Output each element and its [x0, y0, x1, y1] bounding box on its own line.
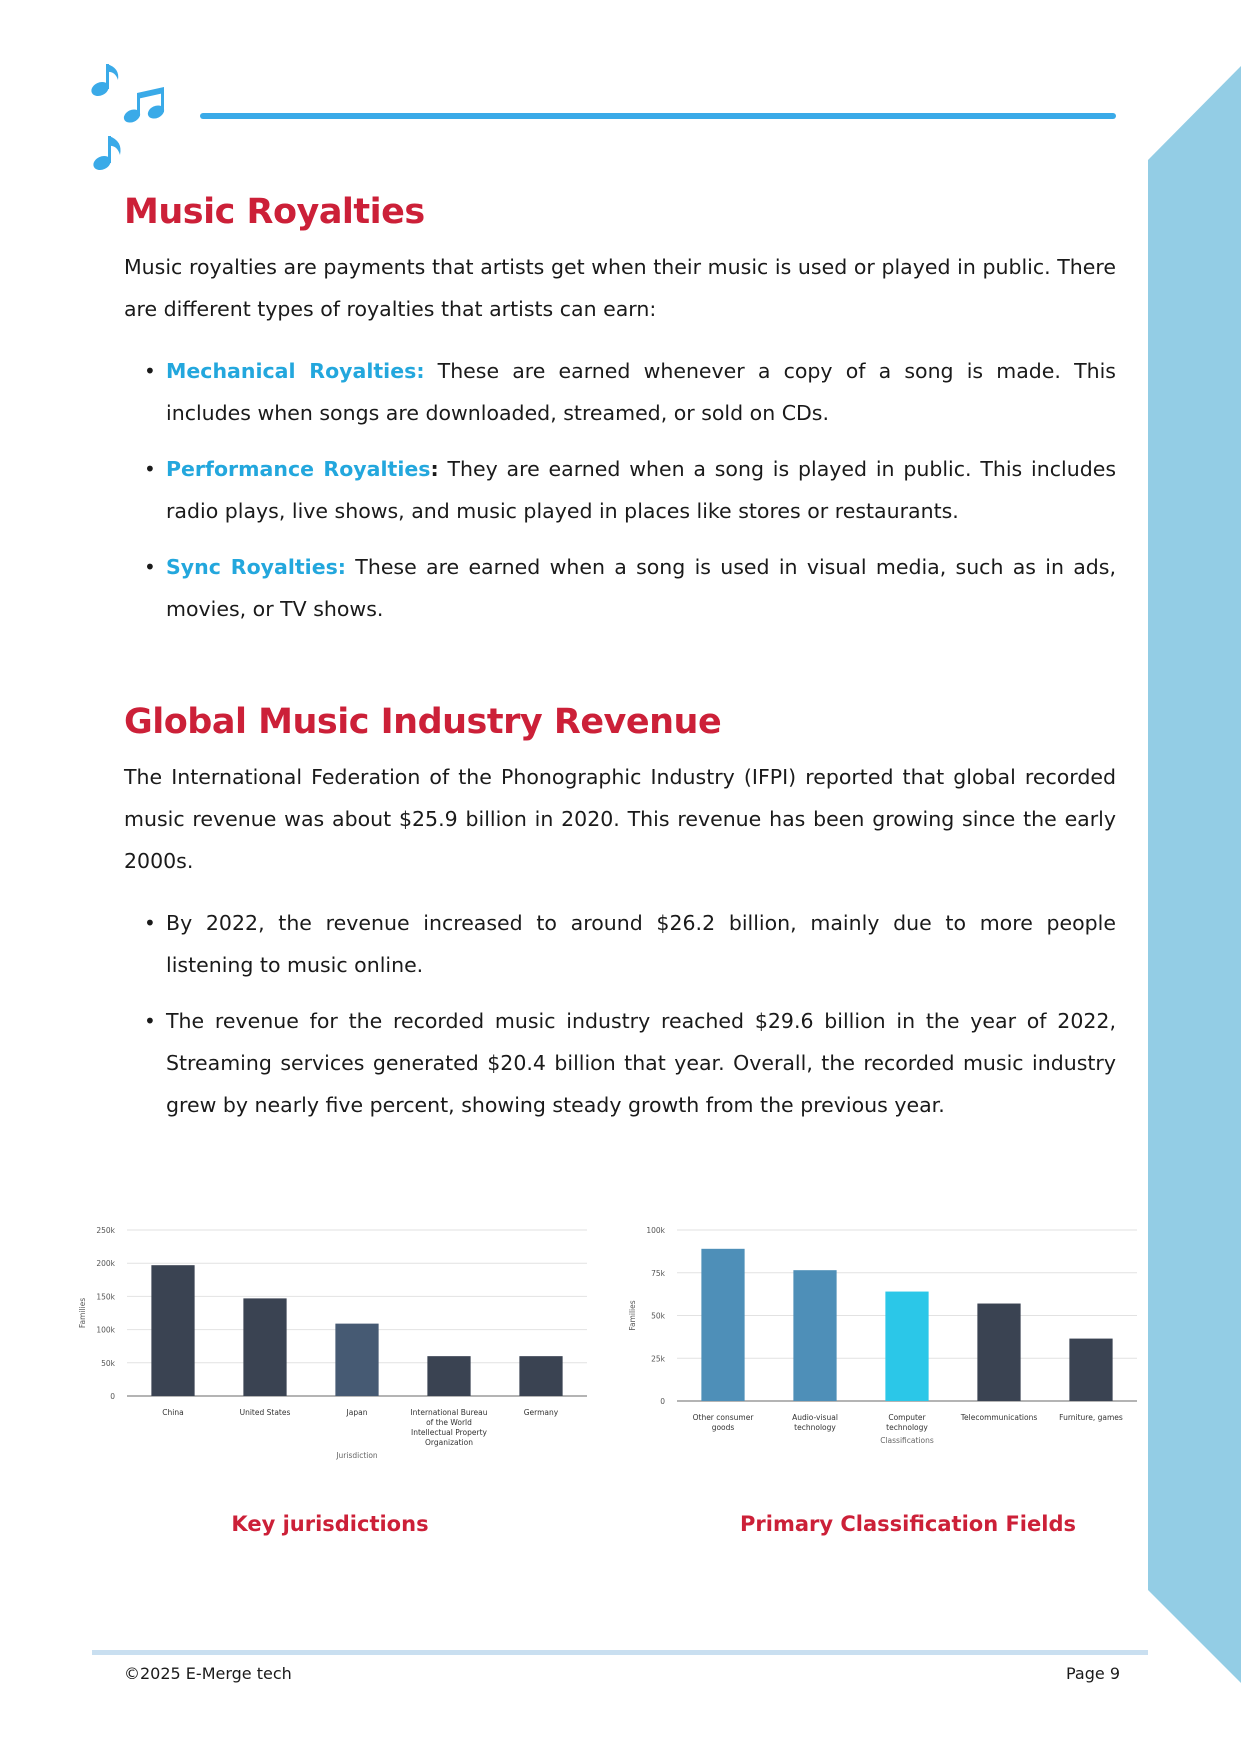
- x-tick-label-line: goods: [711, 1423, 735, 1432]
- bar: [427, 1356, 470, 1396]
- royalty-list: [124, 350, 1116, 630]
- footer-copyright: ©2025 E-Merge tech: [124, 1664, 292, 1683]
- bar: [885, 1292, 928, 1401]
- revenue-list: [124, 902, 1116, 1126]
- bar: [151, 1265, 194, 1396]
- x-tick-label: [240, 1408, 291, 1417]
- bar: [335, 1324, 378, 1396]
- chart-classification-fields: [620, 1218, 1150, 1482]
- chart-caption-classifications: Primary Classification Fields: [740, 1512, 1076, 1536]
- bar: [519, 1356, 562, 1396]
- x-tick-label-line: of the World: [426, 1418, 472, 1427]
- y-axis-label: Families: [78, 1297, 87, 1329]
- section-intro: The International Federation of the Phonographic Industry (IFPI) reported that global recorded music revenue was about $25.9 billion in 2020. This revenue has been growing since the early 2000s.: [124, 765, 1116, 873]
- list-item: [166, 448, 1116, 532]
- bar: [701, 1249, 744, 1401]
- bar: [977, 1304, 1020, 1401]
- y-tick-label: 200k: [96, 1259, 115, 1269]
- bar: [1069, 1339, 1112, 1401]
- music-notes-icon: [88, 60, 178, 175]
- footer-page-number: Page 9: [1066, 1664, 1120, 1683]
- bar: [243, 1298, 286, 1396]
- x-tick-label-line: Japan: [346, 1408, 368, 1417]
- term-colon: :: [430, 457, 439, 481]
- x-tick-label-line: International Bureau: [410, 1408, 488, 1417]
- section-intro: Music royalties are payments that artists get when their music is used or played in public. There are different types of royalties that artists can earn:: [124, 255, 1116, 321]
- footer-rule: [92, 1650, 1148, 1655]
- term-label: Sync Royalties:: [166, 555, 347, 579]
- section-global-revenue: [124, 702, 1116, 1140]
- chart-svg: [620, 1218, 1150, 1478]
- y-tick-label: 100k: [96, 1325, 115, 1335]
- x-tick-label-line: Other consumer: [692, 1413, 754, 1422]
- y-tick-label: 50k: [101, 1358, 115, 1368]
- list-item: • By 2022, the revenue increased to around $26.2 billion, mainly due to more people listening to music online.: [166, 902, 1116, 986]
- section-title: Music Royalties: [124, 192, 425, 232]
- x-tick-label-line: China: [162, 1408, 184, 1417]
- x-axis-label: Jurisdiction: [336, 1451, 378, 1460]
- bar: [793, 1270, 836, 1401]
- x-tick-label-line: Telecommunications: [960, 1413, 1038, 1422]
- x-tick-label: [524, 1408, 559, 1417]
- term-text: These are earned when a song is used in visual media, such as in ads, movies, or TV shows.: [166, 555, 1117, 621]
- x-tick-label: [1059, 1413, 1123, 1422]
- y-tick-label: 25k: [651, 1354, 665, 1364]
- x-tick-label-line: Intellectual Property: [411, 1428, 487, 1437]
- chart-svg: [70, 1218, 600, 1478]
- x-tick-label-line: Germany: [523, 1408, 559, 1417]
- y-axis-label: Families: [628, 1300, 637, 1331]
- term-text: They are earned when a song is played in public. This includes radio plays, live shows, and music played in places like stores or restaurants.: [166, 457, 1117, 523]
- x-tick-label: [792, 1413, 838, 1432]
- y-tick-label: 100k: [646, 1226, 665, 1235]
- y-tick-label: 250k: [96, 1226, 115, 1235]
- x-tick-label: [162, 1408, 183, 1417]
- x-tick-label-line: Audio-visual: [792, 1413, 838, 1422]
- y-tick-label: 0: [660, 1397, 665, 1406]
- term-label: Mechanical Royalties:: [166, 359, 425, 383]
- x-tick-label-line: Furniture, games: [1059, 1413, 1123, 1422]
- x-tick-label-line: Computer: [888, 1413, 926, 1422]
- y-tick-label: 50k: [651, 1311, 665, 1321]
- x-tick-label: [346, 1408, 368, 1417]
- header-rule: [200, 113, 1116, 119]
- x-tick-label: [886, 1413, 928, 1432]
- x-tick-label: [960, 1413, 1038, 1422]
- term-text: These are earned whenever a copy of a song is made. This includes when songs are downloaded, streamed, or sold on CDs.: [166, 359, 1116, 425]
- y-tick-label: 75k: [651, 1268, 665, 1278]
- x-tick-label-line: United States: [239, 1408, 291, 1417]
- y-tick-label: 0: [110, 1392, 115, 1401]
- x-tick-label: [693, 1413, 755, 1432]
- y-tick-label: 150k: [96, 1292, 115, 1302]
- list-item: [166, 350, 1116, 434]
- term-label: Performance Royalties: [166, 457, 431, 481]
- section-music-royalties: [124, 192, 1116, 644]
- x-tick-label: [410, 1408, 487, 1447]
- x-tick-label-line: technology: [886, 1423, 928, 1432]
- section-title: Global Music Industry Revenue: [124, 702, 722, 742]
- list-item: [166, 546, 1116, 630]
- x-tick-label-line: technology: [794, 1423, 836, 1432]
- list-item: • The revenue for the recorded music industry reached $29.6 billion in the year of 2022, Streaming services generated $20.4 billion that year. Overall, the recorded music industry grew by nearly five percent, showing steady growth from the previous year.: [166, 1000, 1116, 1126]
- x-axis-label: Classifications: [880, 1436, 934, 1445]
- chart-caption-jurisdictions: Key jurisdictions: [231, 1512, 429, 1536]
- x-tick-label-line: Organization: [425, 1438, 473, 1447]
- chart-key-jurisdictions: [70, 1218, 600, 1482]
